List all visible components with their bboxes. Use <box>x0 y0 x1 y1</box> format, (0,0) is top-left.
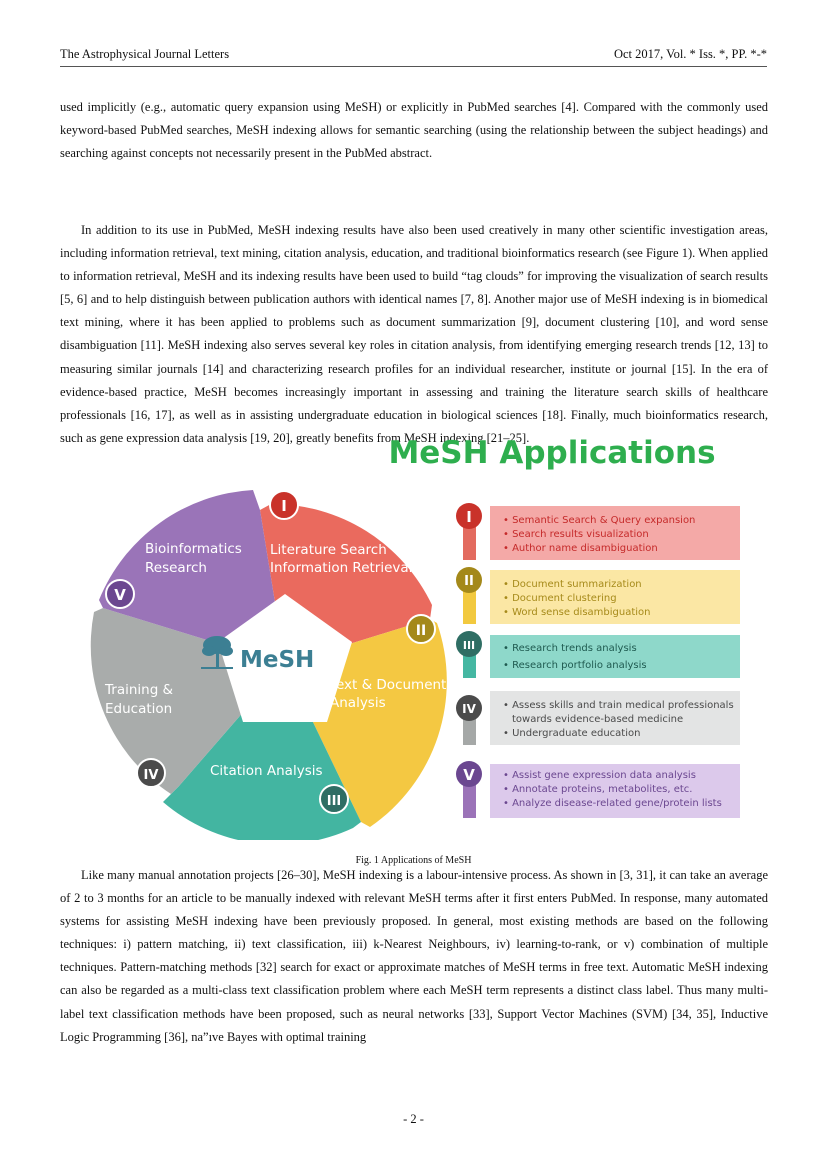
segment-label-v-line2: Research <box>145 560 207 576</box>
figure-title: MeSH Applications <box>388 435 716 471</box>
segment-label-iv-line2: Education <box>105 701 173 717</box>
legend-row-v <box>456 761 740 818</box>
badge-iv-numeral: IV <box>143 768 159 783</box>
body-paragraph-1: used implicitly (e.g., automatic query expansion using MeSH) or explicitly in PubMed searches [4]. Compared with the commonly used keyword-based PubMed searches, MeSH indexing allows for semantic searching (using the relationship between the subject headings) and searching against concepts not necessarily present in the PubMed abstract. <box>60 100 768 161</box>
legend-numeral-iii: III <box>462 639 476 652</box>
body-paragraph-2: In addition to its use in PubMed, MeSH indexing results have also been used creatively in many other scientific investigation areas, including information retrieval, text mining, citation analysis, education, and traditional bioinformatics research (see Figure 1). When applied to information retrieval, MeSH and its indexing results have been used to build “tag clouds” for improving the visualization of search results [5, 6] and to help distinguish between publication authors with identical names [7, 8]. Another major use of MeSH indexing is in biomedical text mining, where it has been applied to problems such as document summarization [9], document clustering [10], and word sense disambiguation [11]. MeSH indexing also serves several key roles in citation analysis, from identifying emerging research trends [12, 13] to measuring similar journals [14] and characterizing research profiles for an individual researcher, institute or journal [15]. In the era of evidence-based practice, MeSH becomes increasingly important in assessing and training the literature search skills of healthcare professionals [16, 17], as well as in assisting undergraduate education in biological sciences [18]. Finally, much bioinformatics research, such as gene expression data analysis [19, 20], greatly benefits from MeSH indexing [21–25]. <box>60 223 768 445</box>
segment-label-ii-line1: Text & Document <box>330 677 447 693</box>
segment-label-ii-line2: Analysis <box>330 695 386 711</box>
legend-item-iii-1: • Research trends analysis <box>503 643 637 654</box>
running-header-journal: The Astrophysical Journal Letters <box>60 47 230 61</box>
legend-item-v-2: • Annotate proteins, metabolites, etc. <box>503 784 693 795</box>
figure-graphic <box>85 432 745 840</box>
legend-item-v-1: • Assist gene expression data analysis <box>503 770 696 781</box>
segment-label-i-line1: Literature Search <box>270 542 387 558</box>
legend-item-ii-1: • Document summarization <box>503 579 642 590</box>
segment-label-iii-line1: Citation Analysis <box>210 763 323 779</box>
legend-item-ii-3: • Word sense disambiguation <box>503 607 651 618</box>
legend-item-iv-1: • Assess skills and train medical professionals towards evidence-based medicine <box>503 700 734 725</box>
legend-item-ii-2: • Document clustering <box>503 593 617 604</box>
figure-caption: Fig. 1 Applications of MeSH <box>355 855 472 866</box>
legend-item-v-3: • Analyze disease-related gene/protein lists <box>503 798 722 809</box>
body-paragraph-3: Like many manual annotation projects [26–30], MeSH indexing is a labour-intensive process. As shown in [3, 31], it can take an average of 2 to 3 months for an article to be manually indexed with relevant MeSH terms after it first enters PubMed. In response, many automated systems for assisting MeSH indexing have been previously proposed. In general, most existing methods are based on the following techniques: i) pattern matching, ii) text classification, iii) k-Nearest Neighbours, iv) learning-to-rank, or v) combination of multiple techniques. Pattern-matching methods [32] search for exact or approximate matches of MeSH terms in free text. Automatic MeSH indexing can also be regarded as a multi-class text classification problem where each MeSH term represents a distinct class label. Thus many multi-label text classification methods have been proposed, such as neural networks [33], Support Vector Machines (SVM) [34, 35], Inductive Logic Programming [36], na”ıve Bayes with optimal training <box>60 868 768 1044</box>
header-rule <box>60 66 767 67</box>
segment-label-iv-line1: Training & <box>105 682 174 698</box>
segment-label-i-line2: Information Retrieval <box>270 560 413 576</box>
badge-v-numeral: V <box>114 586 126 604</box>
center-logo-text: MeSH <box>240 647 315 673</box>
legend-numeral-v: V <box>463 766 475 784</box>
legend-row-ii <box>456 567 740 624</box>
badge-ii-numeral: II <box>415 623 427 639</box>
legend-numeral-iv: IV <box>462 702 476 716</box>
legend-row-iv <box>456 691 740 745</box>
legend-item-iv-2: • Undergraduate education <box>503 728 641 739</box>
legend-item-iii-2: • Research portfolio analysis <box>503 660 647 671</box>
badge-i-numeral: I <box>281 497 287 515</box>
running-header-issue: Oct 2017, Vol. * Iss. *, PP. *-* <box>613 47 767 61</box>
legend-numeral-i: I <box>466 508 472 526</box>
legend-item-i-3: • Author name disambiguation <box>503 543 658 554</box>
legend-box-iii <box>490 635 740 678</box>
legend-item-i-1: • Semantic Search & Query expansion <box>503 515 696 526</box>
legend-numeral-ii: II <box>464 574 474 589</box>
legend-item-i-2: • Search results visualization <box>503 529 649 540</box>
badge-iii-numeral: III <box>326 794 342 809</box>
segment-label-v-line1: Bioinformatics <box>145 541 242 557</box>
page-number: - 2 - <box>403 1112 424 1126</box>
legend-row-i <box>456 503 740 560</box>
figure-mesh-applications <box>85 432 745 840</box>
legend-row-iii <box>456 631 740 678</box>
